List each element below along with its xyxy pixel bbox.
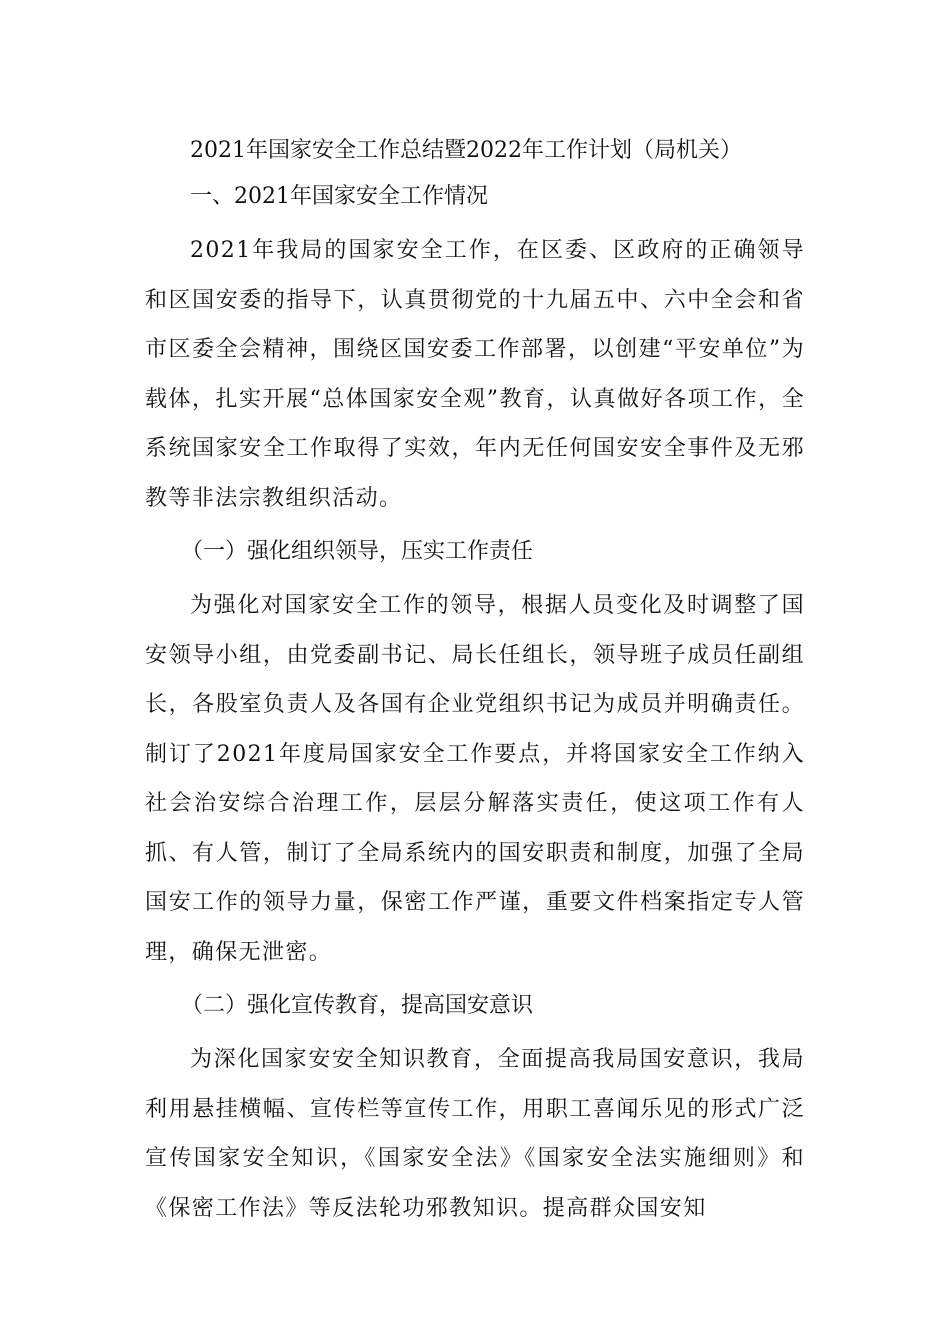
document-body bbox=[145, 128, 805, 1233]
section-heading: 一、2021年国家安全工作情况 bbox=[190, 184, 488, 209]
subsection-paragraph-1: 为强化对国家安全工作的领导，根据人员变化及时调整了国安领导小组，由党委副书记、局长任组长，领导班子成员任副组长，各股室负责人及各国有企业党组织书记为成员并明确责任。制订了2021年度局国家安全工作要点，并将国家安全工作纳入社会治安综合治理工作，层层分解落实责任，使这项工作有人抓、有人管，制订了全局系统内的国安职责和制度，加强了全局国安工作的领导力量，保密工作严谨，重要文件档案指定专人管理，确保无泄密。 bbox=[145, 593, 805, 965]
intro-paragraph: 2021年我局的国家安全工作，在区委、区政府的正确领导和区国安委的指导下，认真贯彻党的十九届五中、六中全会和省市区委全会精神，围绕区国安委工作部署，以创建“平安单位”为载体，扎实开展“总体国家安全观”教育，认真做好各项工作，全系统国家安全工作取得了实效，年内无任何国安安全事件及无邪教等非法宗教组织活动。 bbox=[145, 238, 805, 511]
document-title: 2021年国家安全工作总结暨2022年工作计划（局机关） bbox=[190, 138, 742, 163]
subsection-heading-1: （一）强化组织领导，压实工作责任 bbox=[181, 539, 534, 564]
subsection-heading-2: （二）强化宣传教育，提高国安意识 bbox=[181, 993, 534, 1018]
subsection-paragraph-2: 为深化国家安安全知识教育，全面提高我局国安意识，我局利用悬挂横幅、宣传栏等宣传工作，用职工喜闻乐见的形式广泛宣传国家安全知识，《国家安全法》《国家安全法实施细则》和《保密工作法》等反法轮功邪教知识。提高群众国安知 bbox=[145, 1047, 805, 1221]
